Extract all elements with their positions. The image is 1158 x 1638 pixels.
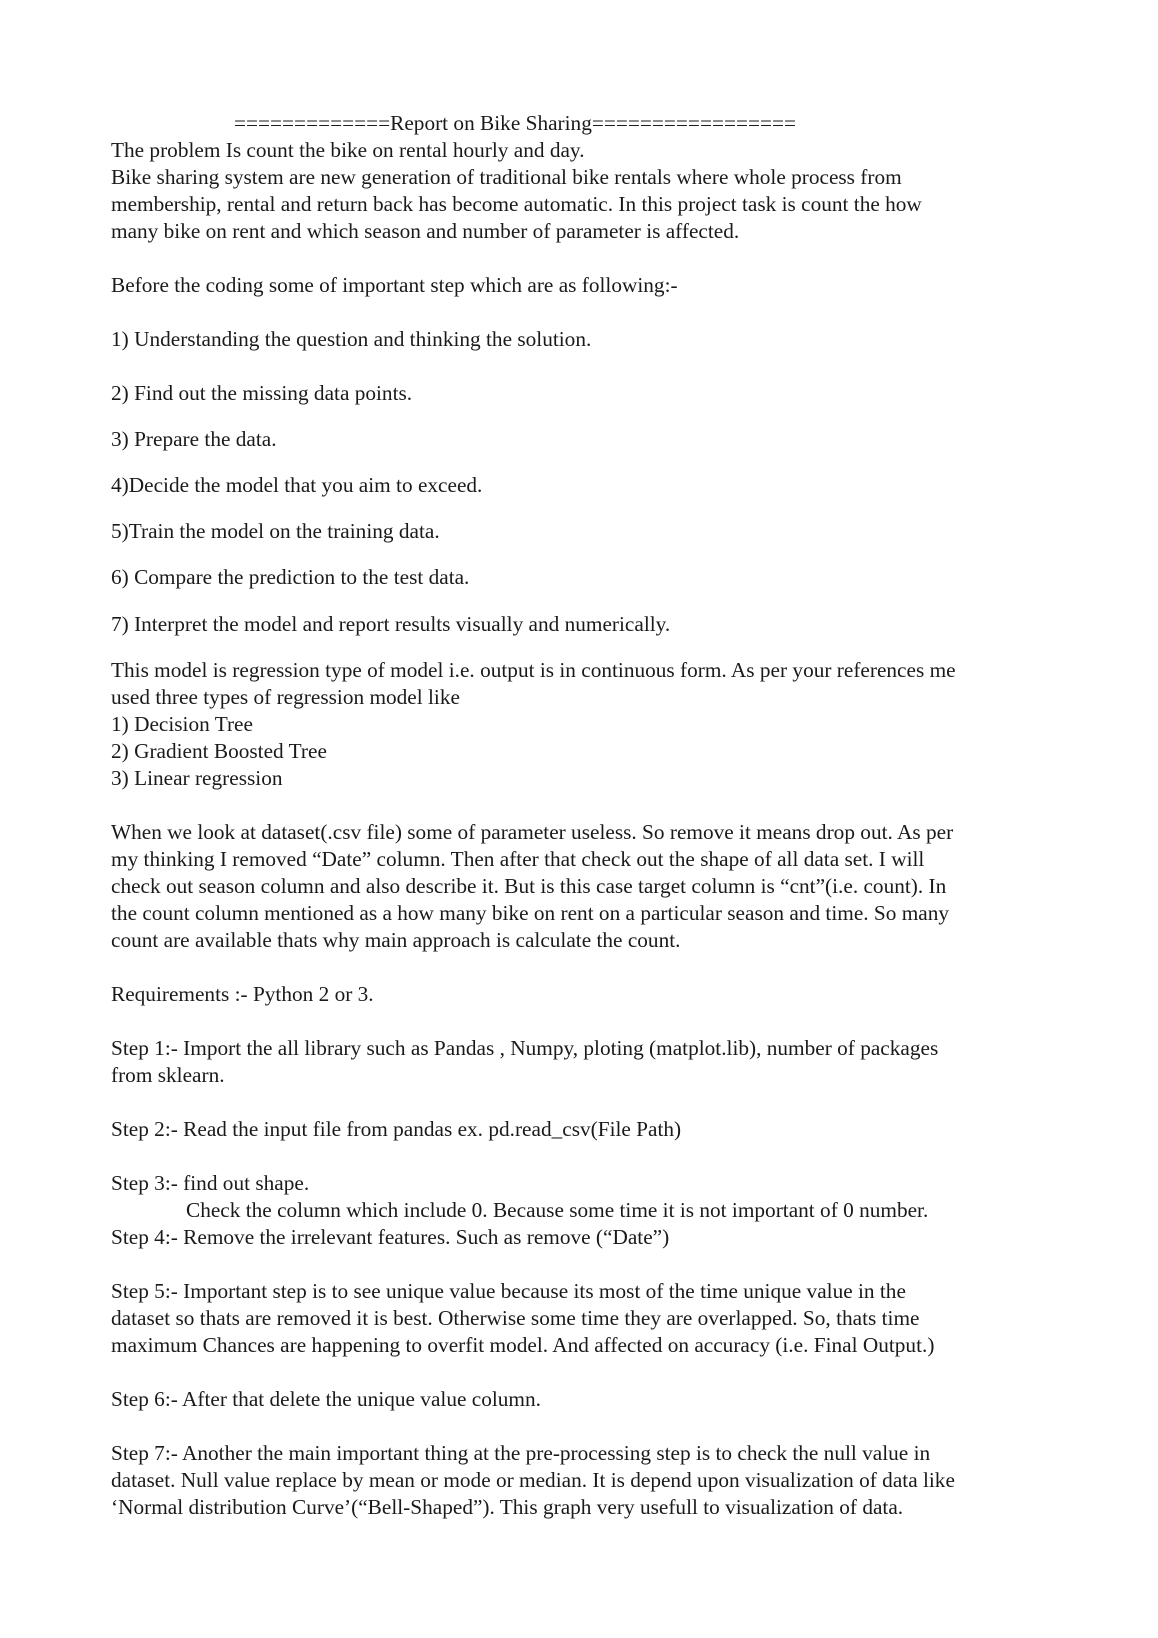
step-list-item: 1) Understanding the question and thinking the solution. — [111, 327, 592, 351]
problem-statement: The problem Is count the bike on rental hourly and day. — [111, 138, 585, 162]
model-paragraph-line: This model is regression type of model i.e. output is in continuous form. As per your references me — [111, 658, 956, 682]
requirements: Requirements :- Python 2 or 3. — [111, 982, 374, 1006]
model-paragraph-line: used three types of regression model like — [111, 685, 460, 709]
step-4: Step 4:- Remove the irrelevant features. Such as remove (“Date”) — [111, 1225, 670, 1249]
report-title: =============Report on Bike Sharing================= — [234, 111, 797, 135]
step-1-line: from sklearn. — [111, 1063, 225, 1087]
dataset-paragraph-line: count are available thats why main approach is calculate the count. — [111, 928, 681, 952]
step-list-item: 2) Find out the missing data points. — [111, 381, 413, 405]
step-1-line: Step 1:- Import the all library such as Pandas , Numpy, ploting (matplot.lib), number of packages — [111, 1036, 939, 1060]
dataset-paragraph-line: the count column mentioned as a how many bike on rent on a particular season and time. So many — [111, 901, 950, 925]
step-list-item: 3) Prepare the data. — [111, 427, 277, 451]
dataset-paragraph-line: When we look at dataset(.csv file) some of parameter useless. So remove it means drop out. As per — [111, 820, 954, 844]
model-type-item: 2) Gradient Boosted Tree — [111, 739, 327, 763]
step-list-item: 5)Train the model on the training data. — [111, 519, 440, 543]
intro-paragraph-line: many bike on rent and which season and number of parameter is affected. — [111, 219, 740, 243]
model-type-item: 3) Linear regression — [111, 766, 283, 790]
step-7-line: ‘Normal distribution Curve’(“Bell-Shaped”). This graph very usefull to visualization of data. — [111, 1495, 904, 1519]
step-list-item: 4)Decide the model that you aim to exceed. — [111, 473, 483, 497]
step-2: Step 2:- Read the input file from pandas ex. pd.read_csv(File Path) — [111, 1117, 682, 1141]
step-6: Step 6:- After that delete the unique value column. — [111, 1387, 541, 1411]
model-type-item: 1) Decision Tree — [111, 712, 253, 736]
step-list-item: 7) Interpret the model and report results visually and numerically. — [111, 612, 671, 636]
dataset-paragraph-line: check out season column and also describe it. But is this case target column is “cnt”(i.e. count). In — [111, 874, 947, 898]
step-7-line: dataset. Null value replace by mean or mode or median. It is depend upon visualization of data like — [111, 1468, 955, 1492]
steps-intro: Before the coding some of important step which are as following:- — [111, 273, 678, 297]
step-5-line: Step 5:- Important step is to see unique value because its most of the time unique value in the — [111, 1279, 906, 1303]
step-5-line: maximum Chances are happening to overfit model. And affected on accuracy (i.e. Final Output.) — [111, 1333, 935, 1357]
step-3: Step 3:- find out shape. — [111, 1171, 310, 1195]
step-5-line: dataset so thats are removed it is best. Otherwise some time they are overlapped. So, thats time — [111, 1306, 920, 1330]
intro-paragraph-line: membership, rental and return back has become automatic. In this project task is count the how — [111, 192, 922, 216]
dataset-paragraph-line: my thinking I removed “Date” column. Then after that check out the shape of all data set. I will — [111, 847, 925, 871]
step-3-detail: Check the column which include 0. Because some time it is not important of 0 number. — [186, 1198, 929, 1222]
step-7-line: Step 7:- Another the main important thing at the pre-processing step is to check the null value in — [111, 1441, 931, 1465]
intro-paragraph-line: Bike sharing system are new generation of traditional bike rentals where whole process from — [111, 165, 902, 189]
step-list-item: 6) Compare the prediction to the test data. — [111, 565, 470, 589]
